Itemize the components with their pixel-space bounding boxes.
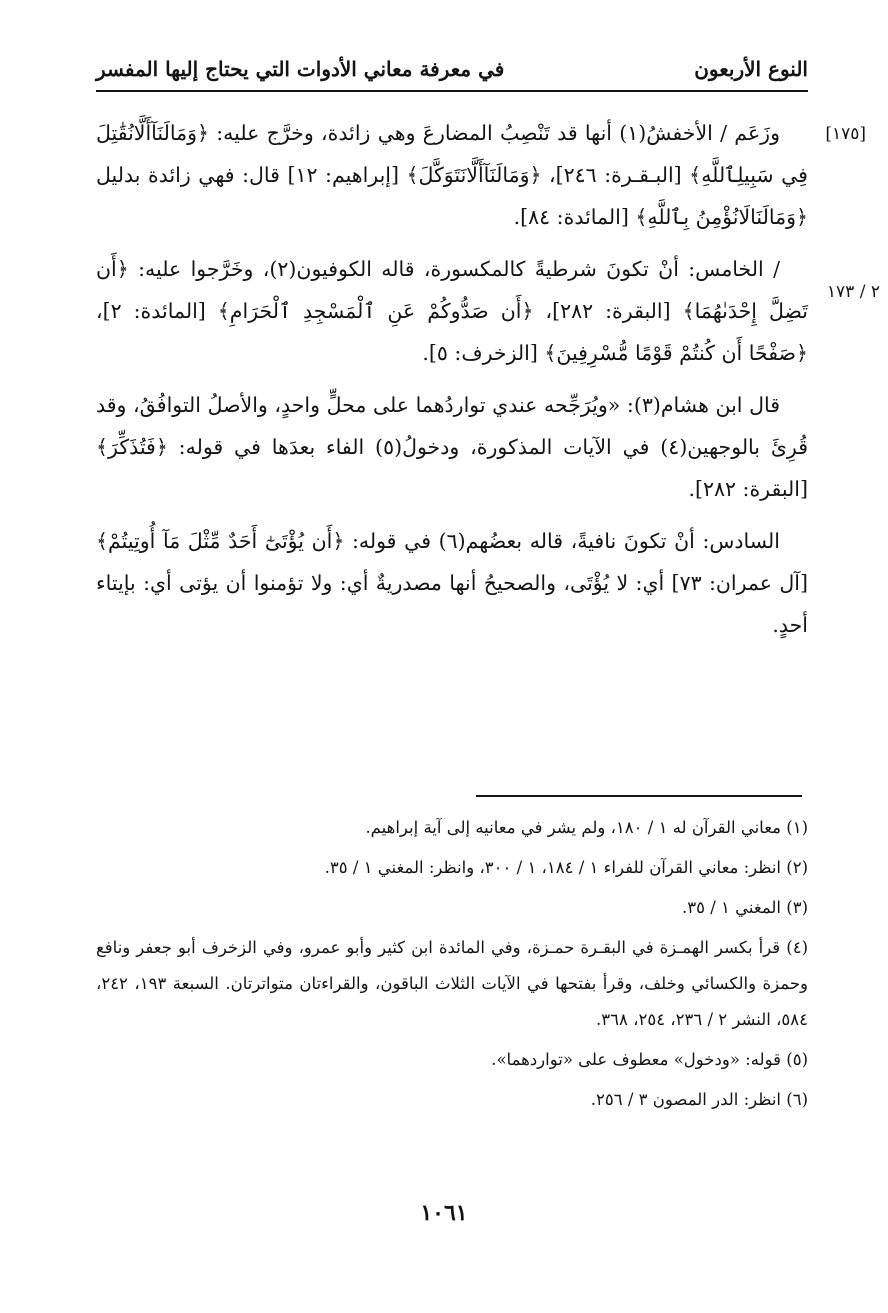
paragraph: / الخامس: أنْ تكونَ شرطيةً كالمكسورة، قاله الكوفيون(٢)، وخَرَّجوا عليه: ﴿أَن تَضِلَّ إِحْدَىٰهُمَا﴾ [البقرة: ٢٨٢]، ﴿أَن صَدُّوكُمْ عَنِ ٱلْمَسْجِدِ ٱلْحَرَامِ﴾ [المائدة: ٢]، ﴿صَفْحًا أَن كُنتُمْ قَوْمًا مُّسْرِفِينَ﴾ [الزخرف: ٥]. [96,257,809,365]
margin-reference: [١٧٥] [825,124,866,144]
main-text [96,112,808,656]
running-header [96,44,808,86]
paragraph: وزَعَم / الأخفشُ(١) أنها قد تَنْصِبُ المضارعَ وهي زائدة، وخرَّج عليه: ﴿وَمَالَنَآأَلَّانُقَٰتِلَ فِي سَبِيلِٱللَّهِ﴾ [البـقـرة: ٢٤٦]، ﴿وَمَالَنَآأَلَّانَتَوَكَّلَ﴾ [إبراهيم: ١٢] قال: فهي زائدة بدليل ﴿وَمَالَنَالَانُؤْمِنُ بِٱللَّهِ﴾ [المائدة: ٨٤]. [96,121,808,229]
footnote: (٣) المغني ١ / ٣٥. [681,898,808,917]
section-title: في معرفة معاني الأدوات التي يحتاج إليها المفسر [96,57,505,81]
paragraph: السادس: أنْ تكونَ نافيةً، قاله بعضُهم(٦) في قوله: ﴿أَن يُؤْتَىٰٓ أَحَدٌ مِّثْلَ مَآ أُوتِيتُمْ﴾ [آل عمران: ٧٣] أي: لا يُؤْتَى، والصحيحُ أنها مصدريةٌ أي: ولا تؤمنوا أن يؤتى أي: بإيتاء أحدٍ. [96,529,808,637]
footnote: (٤) قرأ بكسر الهمـزة في البقـرة حمـزة، وفي المائدة ابن كثير وأبو عمرو، وفي الزخرف أبو جعفر ونافع وحمزة والكسائي وخلف، وقرأ بفتحها في الآيات الثلاث الباقون، والقراءتان متواترتان. السبعة ١٩٣، ٢٤٢، ٥٨٤، النشر ٢ / ٢٣٦، ٢٥٤، ٣٦٨. [96,938,808,1029]
paragraph: قال ابن هشام(٣): «ويُرَجِّحه عندي تواردُهما على محلٍّ واحدٍ، والأصلُ التوافُقُ، وقد قُرِئَ بالوجهين(٤) في الآيات المذكورة، ودخولُ(٥) الفاء بعدَها في قوله: ﴿فَتُذَكِّرَ﴾ [البقرة: ٢٨٢]. [96,393,809,501]
footnote-divider [476,795,802,797]
footnotes [96,810,808,1122]
footnote: (٥) قوله: «ودخول» معطوف على «تواردهما». [491,1050,808,1069]
footnote: (٦) انظر: الدر المصون ٣ / ٢٥٦. [590,1090,808,1109]
chapter-title: النوع الأربعون [694,57,808,81]
margin-reference: ٢ / ١٧٣ [826,282,880,302]
page-number: ١٠٦١ [420,1200,468,1226]
footnote: (١) معاني القرآن له ١ / ١٨٠، ولم يشر في معانيه إلى آية إبراهيم. [365,818,808,837]
footnote: (٢) انظر: معاني القرآن للفراء ١ / ١٨٤، ١ / ٣٠٠، وانظر: المغني ١ / ٣٥. [324,858,808,877]
header-divider [96,90,808,92]
